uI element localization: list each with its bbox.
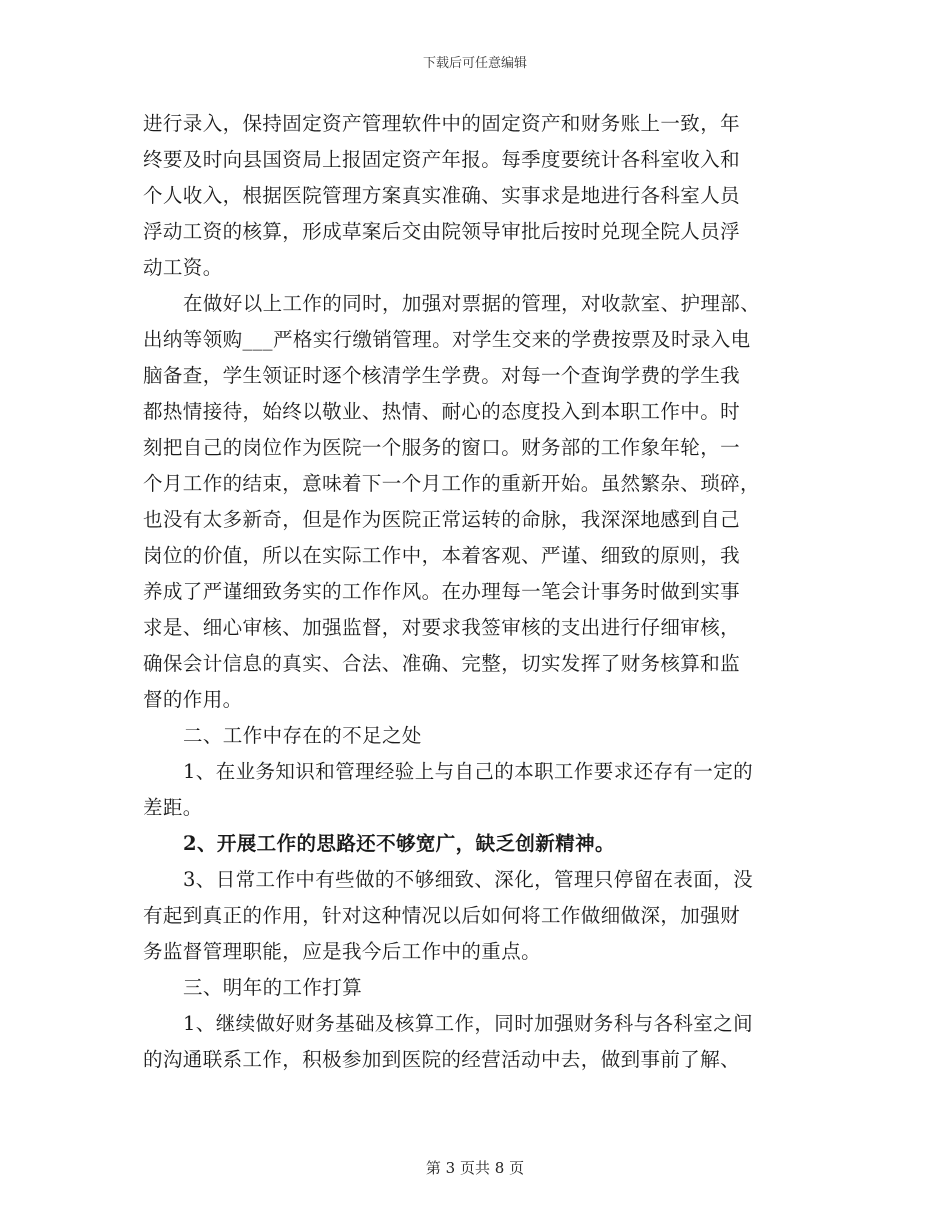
page-header: 下载后可任意编辑: [422, 56, 527, 71]
text-line: 务监督管理职能，应是我今后工作中的重点。: [143, 940, 542, 963]
text-line: 1、继续做好财务基础及核算工作，同时加强财务科与各科室之间: [183, 1012, 754, 1035]
text-line: 确保会计信息的真实、合法、准确、完整，切实发挥了财务核算和监: [143, 652, 741, 675]
text-line: 刻把自己的岗位作为医院一个服务的窗口。财务部的工作象年轮，一: [143, 436, 741, 459]
text-line: 在做好以上工作的同时，加强对票据的管理，对收款室、护理部、: [183, 292, 761, 315]
text-line: 进行录入，保持固定资产管理软件中的固定资产和财务账上一致，年: [143, 112, 741, 135]
text-line: 浮动工资的核算，形成草案后交由院领导审批后按时兑现全院人员浮: [143, 220, 741, 243]
text-line: 三、明年的工作打算: [183, 976, 363, 999]
page-footer: 第 3 页共 8 页: [425, 1159, 525, 1177]
text-line: 个人收入，根据医院管理方案真实准确、实事求是地进行各科室人员: [143, 184, 741, 207]
text-line: 都热情接待，始终以敬业、热情、耐心的态度投入到本职工作中。时: [143, 400, 741, 423]
text-line: 差距。: [143, 796, 203, 819]
text-line: 脑备查，学生领证时逐个核清学生学费。对每一个查询学费的学生我: [143, 364, 741, 387]
text-line: 的沟通联系工作，积极参加到医院的经营活动中去，做到事前了解、: [143, 1048, 741, 1071]
text-line: 个月工作的结束，意味着下一个月工作的重新开始。虽然繁杂、琐碎，: [143, 472, 760, 495]
text-line: 1、在业务知识和管理经验上与自己的本职工作要求还存有一定的: [183, 760, 754, 783]
text-line: 二、工作中存在的不足之处: [183, 724, 422, 747]
text-line: 终要及时向县国资局上报固定资产年报。每季度要统计各科室收入和: [143, 148, 741, 171]
text-line: 有起到真正的作用，针对这种情况以后如何将工作做细做深，加强财: [143, 904, 741, 927]
text-line: 养成了严谨细致务实的工作作风。在办理每一笔会计事务时做到实事: [143, 580, 741, 603]
text-line: 2、开展工作的思路还不够宽广，缺乏创新精神。: [183, 832, 615, 855]
document-body: [143, 106, 810, 1078]
text-line: 督的作用。: [143, 688, 243, 711]
text-line: 3、日常工作中有些做的不够细致、深化，管理只停留在表面，没: [183, 868, 754, 891]
text-line: 岗位的价值，所以在实际工作中，本着客观、严谨、细致的原则，我: [143, 544, 741, 567]
text-line: 求是、细心审核、加强监督，对要求我签审核的支出进行仔细审核，: [143, 616, 741, 639]
text-line: 动工资。: [143, 256, 223, 279]
text-line: 出纳等领购___严格实行缴销管理。对学生交来的学费按票及时录入电: [143, 328, 751, 351]
text-line: 也没有太多新奇，但是作为医院正常运转的命脉，我深深地感到自己: [143, 508, 741, 531]
